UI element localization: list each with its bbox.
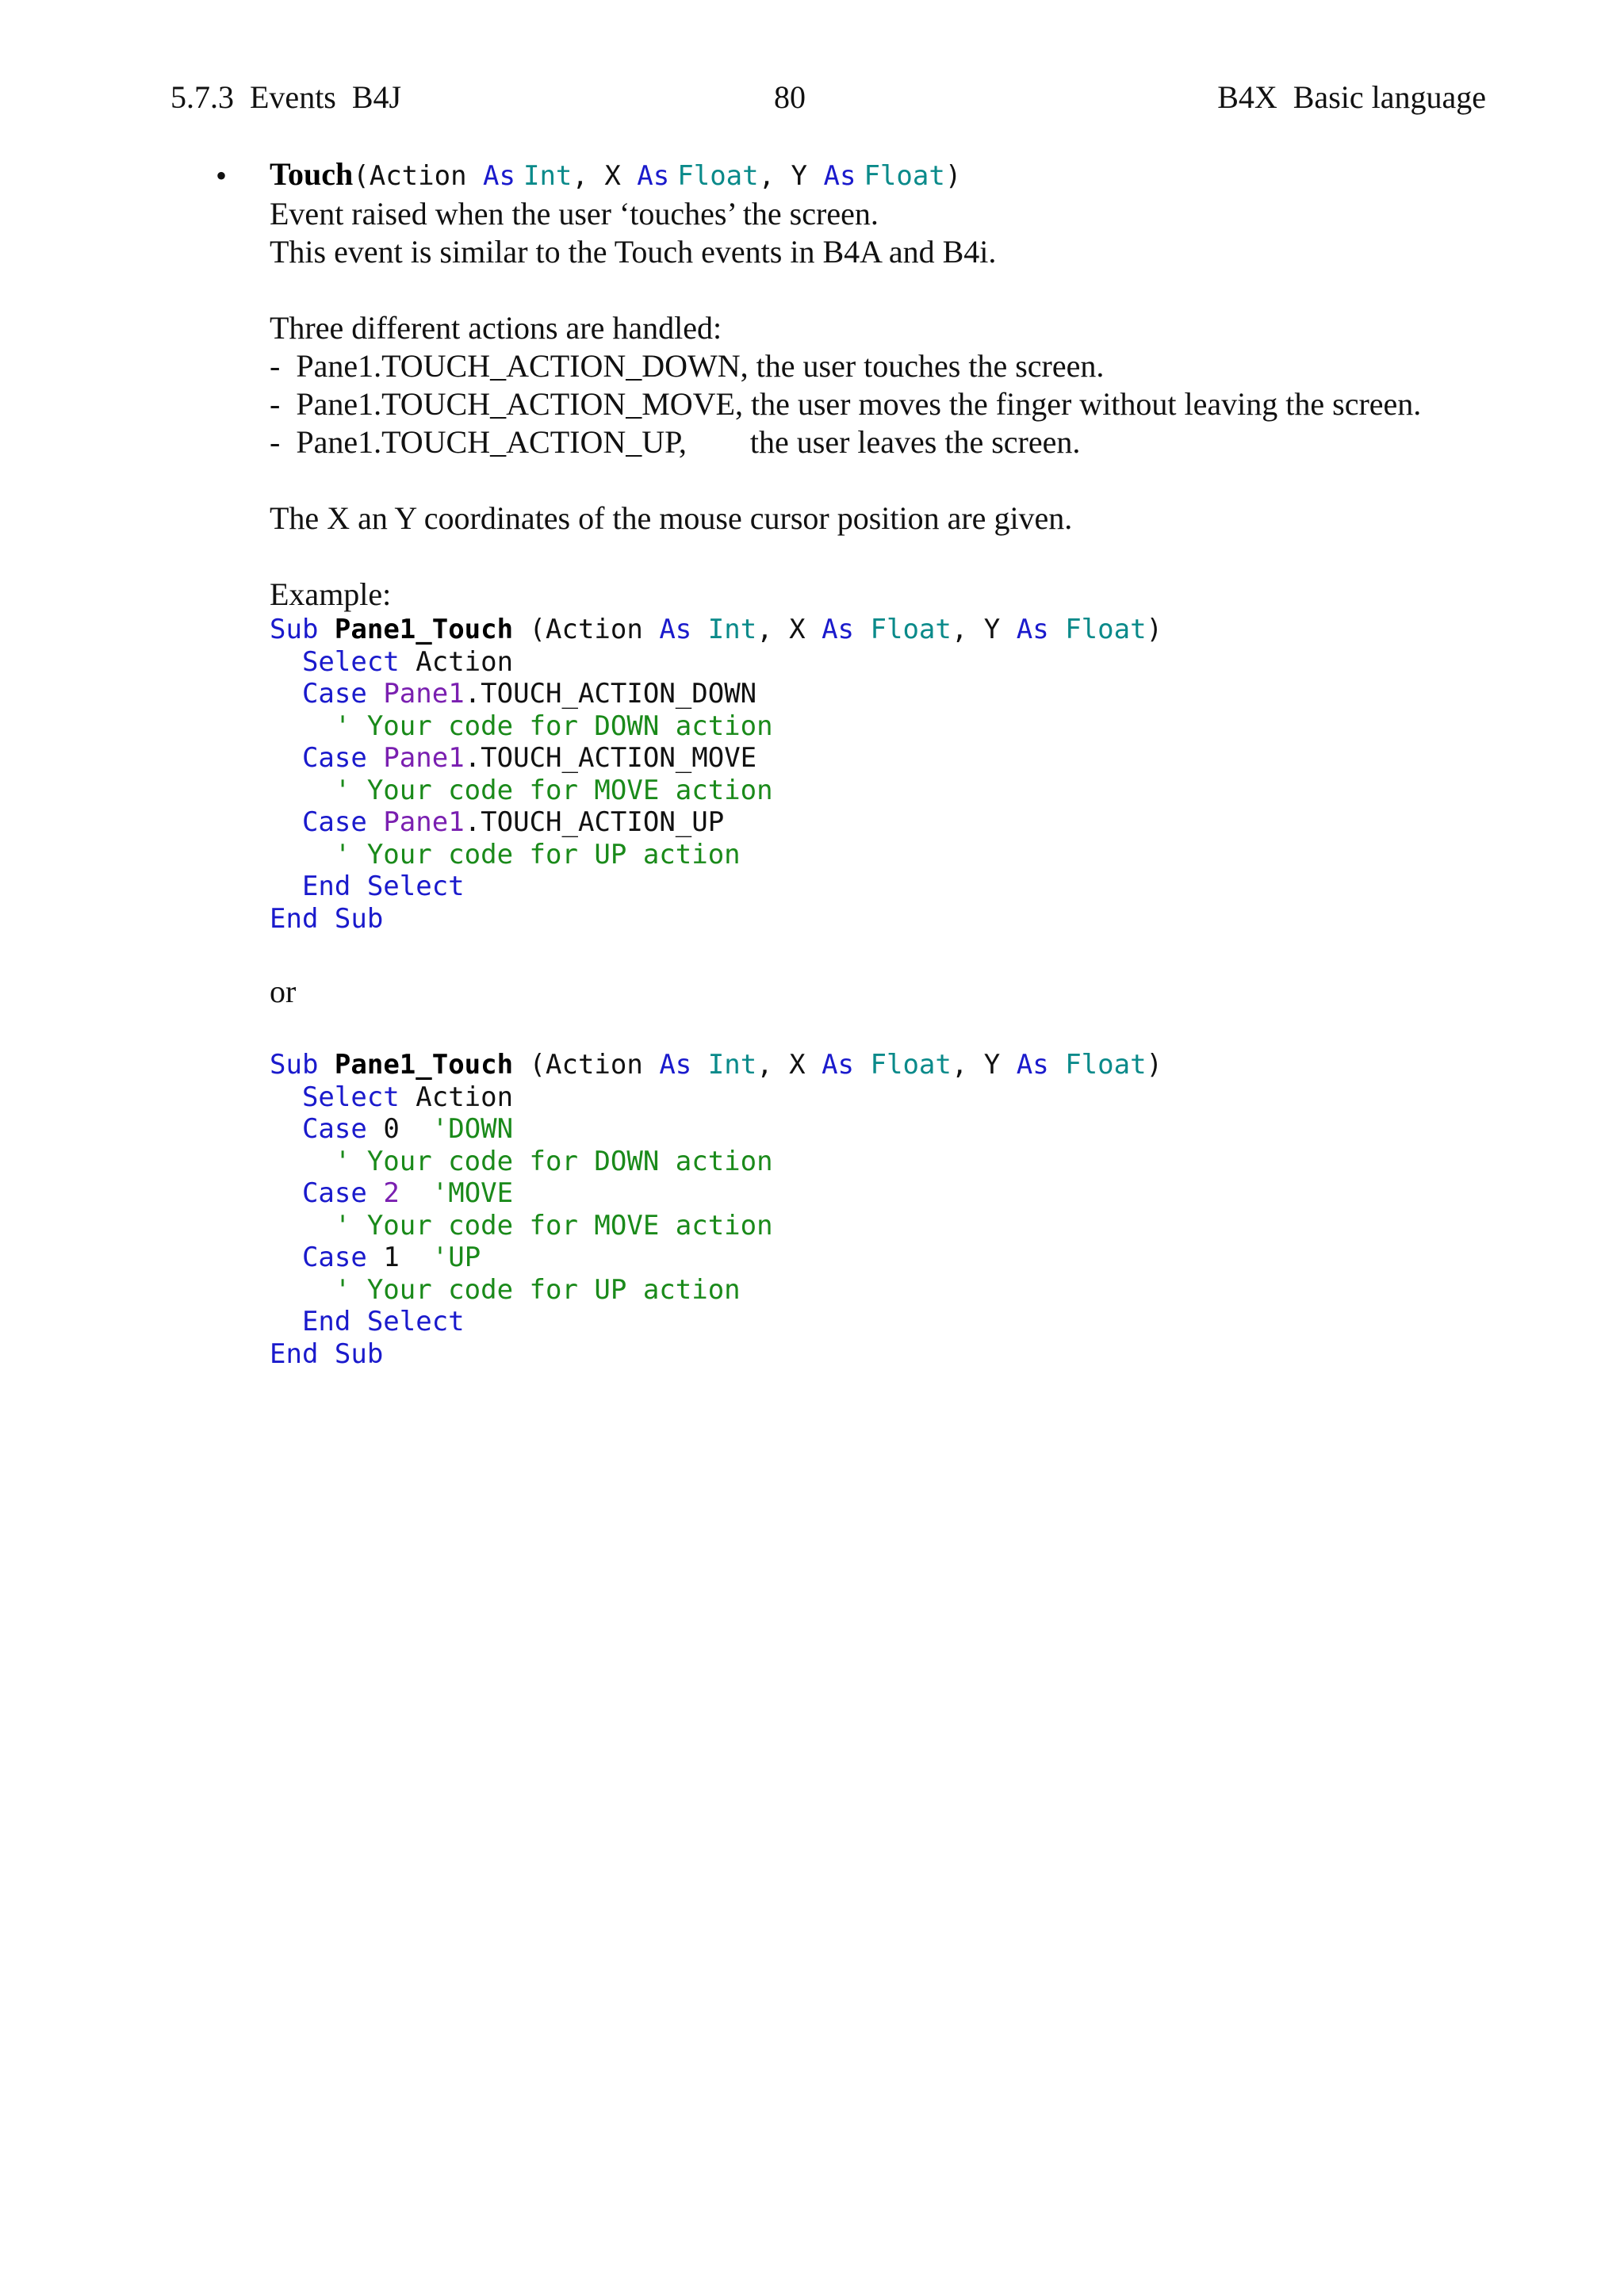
coords-note: The X an Y coordinates of the mouse cursor position are given. [270, 500, 1073, 536]
code-line: Select Action [301, 645, 514, 678]
actions-intro: Three different actions are handled: [270, 310, 722, 346]
code-line: Select Action [301, 1081, 514, 1113]
code-block-1 [270, 614, 1554, 935]
code-line: Sub Pane1_Touch (Action As Int, X As Float, Y As Float) [270, 1049, 1163, 1081]
code-line: Case 0 'DOWN [301, 1113, 514, 1145]
or-label: or [270, 974, 297, 1009]
event-name: Touch [270, 156, 354, 192]
bullet-icon: • [216, 158, 228, 193]
code-line: ' Your code for MOVE action [334, 1209, 773, 1242]
code-line: ' Your code for DOWN action [334, 1145, 773, 1177]
code-line: Case Pane1.TOUCH_ACTION_DOWN [301, 678, 757, 710]
event-signature: Touch(Action As Int, X As Float, Y As Float) [270, 156, 962, 192]
code-line: ' Your code for UP action [334, 1273, 741, 1306]
action-move: - Pane1.TOUCH_ACTION_MOVE, the user moves the finger without leaving the screen. [270, 386, 1422, 422]
code-line: ' Your code for UP action [334, 838, 741, 871]
code-line: Case 1 'UP [301, 1242, 481, 1273]
code-line: End Sub [270, 902, 384, 935]
code-line: End Sub [270, 1337, 384, 1370]
code-line: End Select [301, 1306, 465, 1337]
event-description-2: This event is similar to the Touch events in B4A and B4i. [270, 234, 997, 270]
code-line: ' Your code for DOWN action [334, 710, 773, 742]
code-line: Case Pane1.TOUCH_ACTION_UP [301, 806, 725, 838]
action-down: - Pane1.TOUCH_ACTION_DOWN, the user touches the screen. [270, 348, 1105, 384]
code-line: Case Pane1.TOUCH_ACTION_MOVE [301, 742, 757, 774]
header-book-title: B4X Basic language [1217, 79, 1486, 115]
code-block-2 [270, 1049, 1554, 1370]
code-line: End Select [301, 871, 465, 902]
code-line: Case 2 'MOVE [301, 1177, 514, 1209]
event-item [216, 155, 1554, 195]
page-number: 80 [774, 79, 806, 115]
code-line: ' Your code for MOVE action [334, 774, 773, 806]
event-description-1: Event raised when the user ‘touches’ the screen. [270, 196, 879, 232]
example-label: Example: [270, 576, 392, 612]
action-up: - Pane1.TOUCH_ACTION_UP, the user leaves the screen. [270, 424, 1081, 460]
page-content [216, 155, 1554, 1370]
code-line: Sub Pane1_Touch (Action As Int, X As Float, Y As Float) [270, 614, 1163, 645]
header-section: 5.7.3 Events B4J [170, 79, 402, 115]
